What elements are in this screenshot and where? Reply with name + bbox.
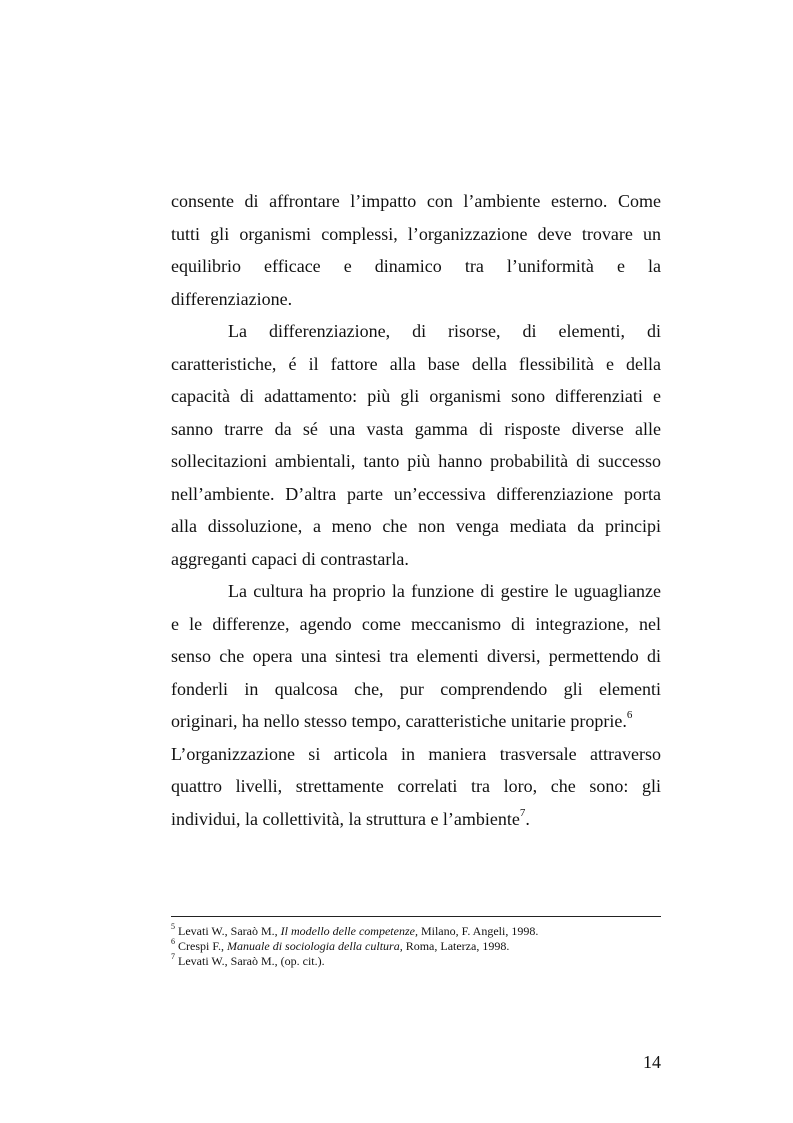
text-segment: . [525, 808, 530, 829]
text-line [171, 705, 661, 738]
footnote-text: Levati W., Saraò M., (op. cit.). [175, 954, 325, 968]
footnotes [171, 924, 661, 969]
footnote-number: 7 [171, 952, 175, 961]
text-line: La differenziazione, di risorse, di elementi, di [228, 321, 661, 341]
footnote-title: Manuale di sociologia della cultura, [227, 939, 403, 953]
body-text [171, 185, 661, 835]
text-segment: individui, la collettività, la struttura e l’ambiente [171, 808, 520, 829]
text-line: sanno trarre da sé una vasta gamma di risposte diverse alle [171, 418, 661, 439]
text-line: capacità di adattamento: più gli organismi sono differenziati e [171, 386, 661, 406]
text-line: caratteristiche, é il fattore alla base della flessibilità e della [171, 353, 661, 374]
footnote-number: 5 [171, 922, 175, 931]
text-line: sollecitazioni ambientali, tanto più hanno probabilità di successo [171, 451, 661, 471]
text-line [171, 803, 661, 836]
footnote [171, 924, 661, 939]
text-line: alla dissoluzione, a meno che non venga mediata da principi [171, 516, 661, 536]
text-line: aggreganti capaci di contrastarla. [171, 548, 409, 569]
footnote-ref: 7 [519, 806, 526, 819]
footnote-divider [171, 916, 661, 917]
text-line: equilibrio efficace e dinamico tra l’uniformità e la [171, 256, 661, 276]
footnote [171, 954, 661, 969]
footnote-text: Crespi F., [175, 939, 228, 953]
footnote-number: 6 [171, 937, 175, 946]
text-line: differenziazione. [171, 288, 293, 309]
footnote-text: Milano, F. Angeli, 1998. [417, 924, 539, 938]
text-line: L’organizzazione si articola in maniera trasversale attraverso [171, 743, 661, 764]
text-line: quattro livelli, strettamente correlati tra loro, che sono: gli [171, 776, 661, 796]
page-number: 14 [643, 1052, 661, 1072]
text-line: nell’ambiente. D’altra parte un’eccessiva differenziazione porta [171, 483, 661, 504]
text-line: consente di affrontare l’impatto con l’ambiente esterno. Come [171, 191, 661, 211]
footnote-text: Roma, Laterza, 1998. [402, 939, 510, 953]
text-line: fonderli in qualcosa che, pur comprendendo gli elementi [171, 678, 661, 699]
footnote [171, 939, 661, 954]
footnote-ref: 6 [626, 709, 633, 721]
text-line: e le differenze, agendo come meccanismo di integrazione, nel [171, 613, 661, 634]
footnote-text: Levati W., Saraò M., [175, 924, 281, 938]
text-line: La cultura ha proprio la funzione di gestire le uguaglianze [228, 581, 661, 601]
footnote-title: Il modello delle competenze, [280, 924, 418, 938]
text-segment: originari, ha nello stesso tempo, caratteristiche unitarie proprie. [171, 711, 627, 731]
text-line: senso che opera una sintesi tra elementi diversi, permettendo di [171, 646, 661, 666]
text-line: tutti gli organismi complessi, l’organizzazione deve trovare un [171, 223, 661, 244]
